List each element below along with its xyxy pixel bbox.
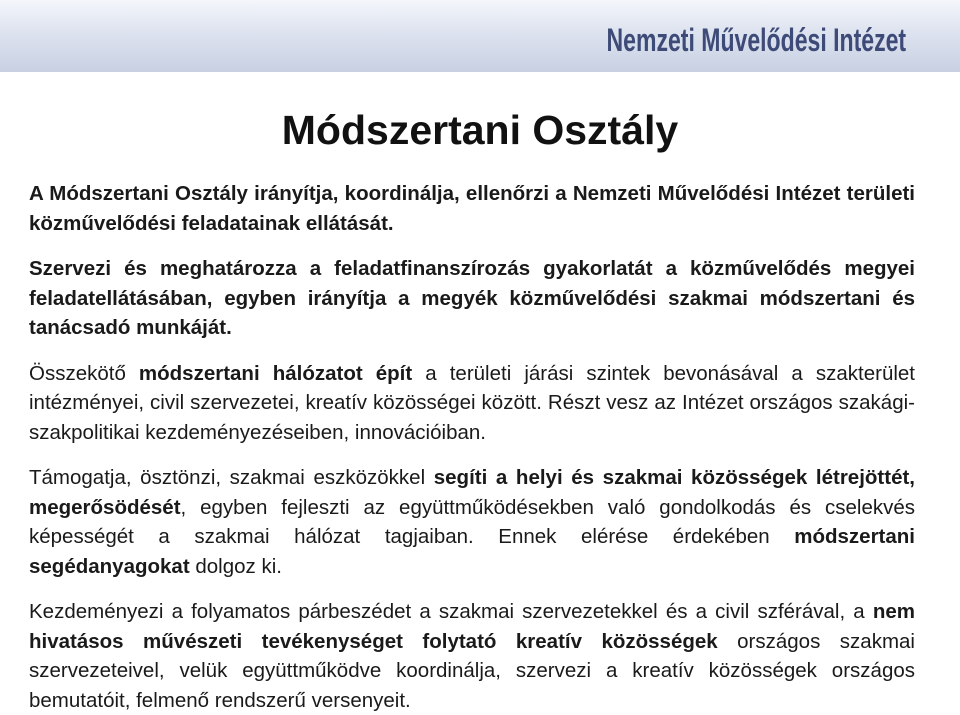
page-title: Módszertani Osztály	[281, 107, 679, 153]
paragraph-5-bold: nem hivatásos művészeti tevékenységet folytató kreatív közösségek	[29, 600, 915, 653]
paragraph-3-text-2: a területi járási szintek bevonásával a szakterület intézményei, civil szervezetei, kreatív közösségei között. Részt vesz az Intézet országos szakági- szakpolitikai kezdeményezéseiben, innovációiban.	[29, 361, 915, 444]
paragraph-4-text-3: dolgoz ki.	[189, 554, 282, 578]
paragraph-5-text-2: országos szakmai szervezeteivel, velük együttműködve koordinálja, szervezi a kreatív közösségek országos bemutatóit, felmenő rendszerű versenyeit.	[29, 629, 915, 712]
paragraph-5-text-1: Kezdeményezi a folyamatos párbeszédet a szakmai szervezetekkel és a civil szférával, a	[29, 600, 873, 623]
paragraph-2-bold: Szervezi és meghatározza a feladatfinanszírozás gyakorlatát a közművelődés megyei feladatellátásában, egyben irányítja a megyék közművelődési szakmai módszertani és tanácsadó munkáját.	[29, 257, 915, 339]
institute-logo-text: Nemzeti Művelődési Intézet	[606, 22, 906, 58]
paragraph-1	[29, 179, 915, 238]
paragraph-3	[29, 359, 915, 448]
paragraph-4	[29, 463, 915, 581]
paragraph-4-bold-1: segíti a helyi és szakmai közösségek létrejöttét, megerősödését	[29, 466, 915, 519]
paragraph-3-text-1: Összekötő	[29, 361, 139, 385]
paragraph-1-bold: A Módszertani Osztály irányítja, koordinálja, ellenőrzi a Nemzeti Művelődési Intézet területi közművelődési feladatainak ellátását.	[29, 182, 915, 235]
paragraph-4-text-1: Támogatja, ösztönzi, szakmai eszközökkel	[29, 466, 434, 489]
header-band	[0, 0, 960, 72]
paragraph-2	[29, 254, 915, 343]
body-text	[29, 179, 915, 715]
paragraph-3-bold: módszertani hálózatot épít	[138, 361, 413, 385]
paragraph-5	[29, 597, 915, 715]
paragraph-4-bold-2: módszertani segédanyagokat	[29, 525, 915, 578]
paragraph-4-text-2: , egyben fejleszti az együttműködésekben való gondolkodás és cselekvés képességét a szakmai hálózat tagjaiban. Ennek elérése érdekében	[29, 495, 915, 548]
